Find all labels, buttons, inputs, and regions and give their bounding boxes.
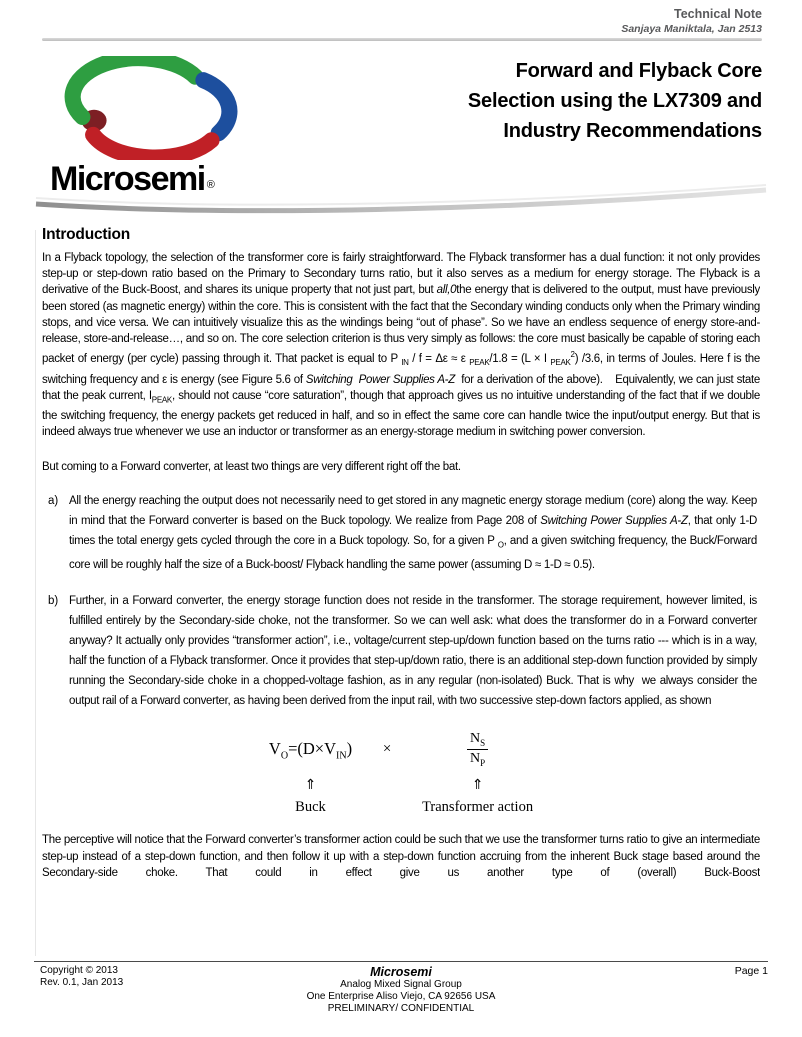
wordmark-text: Microsemi (50, 160, 205, 198)
footer-left (34, 965, 307, 1015)
header-band (0, 44, 802, 218)
transformer-action-label: Transformer action (422, 799, 534, 816)
equation-lhs: $V_O=(D\times V_{IN})$ (268, 738, 353, 761)
list-item-b-text: Further, in a Forward converter, the energy storage function does not reside in the transformer. The storage requirement, however limited, is fulfilled entirely by the Secondary-side choke, not the transformer. So we can well ask: what does the transformer do in a Forward converter anyway? It actually only provides “transformer action”, i.e., voltage/current step-up/down function based on the turns ratio --- which is in a way, half the function of a Flyback transformer. Once it provides that step-up/down ratio, there is an additional step-down function provided by simply running the Secondary-side choke in a chopped-voltage fashion, as in any regular (non-isolated) Buck. That is why we always consider the output rail of a Forward converter, as having been derived from the input rail, with two successive step-down factors applied, as shown (69, 595, 757, 708)
logo-red-swoosh (93, 135, 211, 158)
registered-mark: ® (206, 179, 215, 191)
footer-center (307, 965, 496, 1015)
bridge-paragraph: But coming to a Forward converter, at least two things are very different right off the bat. (42, 460, 461, 473)
fraction-numerator: $N_S$ (467, 731, 488, 750)
top-divider (42, 38, 762, 41)
document-title (468, 56, 762, 146)
revision-text: Rev. 0.1, Jan 2013 (40, 977, 124, 988)
list-item-a-text: All the energy reaching the output does not necessarily need to get stored in any magnetic energy storage medium (core) along the way. Keep in mind that the Forward converter is based on the Buck topology. We realize from Page 208 of Switching Power Supplies A-Z, that only 1-D times the total energy gets cycled through the core in a Buck topology. So, for a given P $_O$, and a given switching frequency, the Buck/Forward core will be roughly half the size of a Buck-boost/ Flyback handling the same power (assuming D ≈ 1-D ≈ 0.5). (69, 494, 758, 572)
header-meta (621, 7, 762, 35)
copyright-text: Copyright © 2013 (40, 965, 118, 976)
microsemi-logo-mark (60, 56, 250, 160)
doc-type-label: Technical Note (674, 7, 762, 21)
title-line-2: Selection using the LX7309 and (467, 90, 762, 112)
list-item-a (42, 491, 760, 575)
title-line-3: Industry Recommendations (503, 120, 762, 142)
footer-divider (34, 961, 768, 962)
footer (34, 965, 768, 1015)
logo-blue-swoosh (203, 80, 229, 133)
footer-group: Analog Mixed Signal Group (340, 979, 462, 990)
page-number: Page 1 (734, 965, 768, 977)
turns-ratio-fraction (422, 731, 533, 768)
list-item-b (42, 591, 760, 711)
title-line-1: Forward and Flyback Core (515, 60, 762, 82)
up-arrow-icon: ⇑ (471, 778, 484, 794)
up-arrow-icon: ⇑ (304, 778, 317, 794)
equation-grid (42, 731, 760, 816)
closing-paragraph: The perceptive will notice that the Forward converter’s transformer action could be such that we use the transformer turns ratio to give an intermediate step-up instead of a step-down function, and then follow it up with a step-down function accruing from the inherent Buck stage based around the Secondary-side choke. That could in effect give us another type of (overall) Buck-Boost (42, 834, 760, 879)
author-line: Sanjaya Maniktala, Jan 2513 (621, 23, 762, 35)
footer-address: One Enterprise Aliso Viejo, CA 92656 USA (306, 991, 496, 1002)
multiply-sign: × (382, 741, 392, 758)
footer-status: PRELIMINARY/ CONFIDENTIAL (327, 1003, 475, 1014)
logo-green-swoosh (73, 58, 196, 117)
document-body (42, 216, 760, 956)
microsemi-logo (50, 56, 250, 196)
intro-paragraph: In a Flyback topology, the selection of the transformer core is fairly straightforward. The Flyback transformer has a dual function: it not only provides step-up or step-down ratio based on the Primary to Secondary turns ratio, but it also serves as a medium for energy storage. The Flyback is a derivative of the Buck-Boost, and shares its unique property that not just part, but all,0the energy that is delivered to the output, must have previously been stored (as magnetic energy) within the core. This is consistent with the fact that the Secondary winding conducts only when the Primary winding stops, and vice versa. We can intuitively visualize this as the windings being “out of phase”. So we have an endless sequence of energy store-and-release, store-and-release…, and so on. The core selection criterion is thus very simply as follows: the core must basically be capable of storing each packet of energy (per cycle) passing through it. That packet is equal to P $_{IN}$ / f = Δε ≈ ε $_{PEAK}$/1.8 = (L × I $_{PEAK}^2$) /3.6, in terms of Joules. Here f is the switching frequency and ε is energy (see Figure 5.6 of Switching Power Supplies A-Z for a derivation of the above). Equivalently, we can just state that the peak current, $I_{PEAK}$, should not cause “core saturation”, though that approach gives us no intuitive understanding of the fact that if we double the switching frequency, the energy packets get reduced in half, and so in effect the same core can handle twice the input/output energy. But that is indeed always true whenever we use an inductor or transformer as an energy-storage medium in switching power conversion. (42, 252, 760, 439)
buck-label: Buck (295, 799, 326, 816)
left-margin-rule (35, 230, 36, 956)
footer-company: Microsemi (370, 965, 432, 979)
equation (42, 731, 760, 816)
list-marker-b: b) (48, 595, 59, 608)
fraction-denominator: $N_P$ (470, 751, 486, 769)
list-marker-a: a) (48, 494, 59, 507)
section-heading: Introduction (42, 226, 130, 243)
